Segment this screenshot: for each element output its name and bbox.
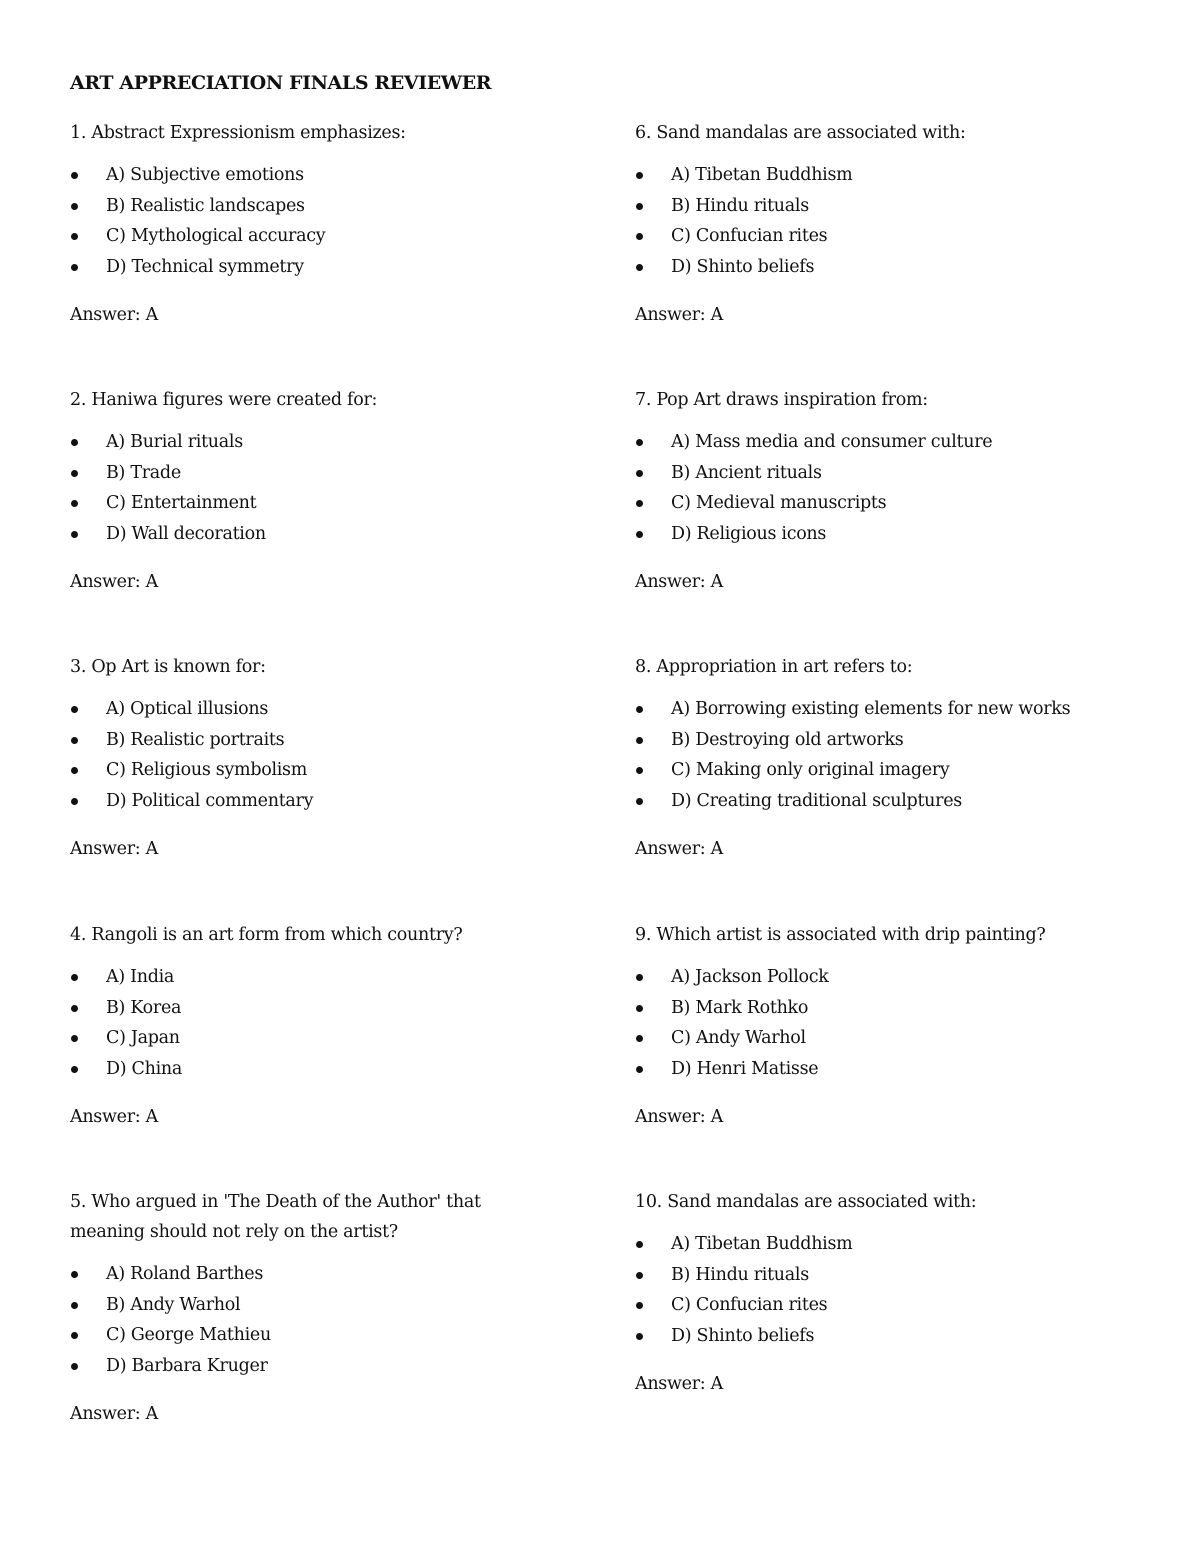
option-item xyxy=(635,962,1115,993)
answer-text: Answer: A xyxy=(70,572,158,592)
question-text: 5. Who argued in 'The Death of the Author' that meaning should not rely on the artist? xyxy=(70,1192,481,1242)
answer-text: Answer: A xyxy=(70,305,158,325)
option-text: A) Mass media and consumer culture xyxy=(671,432,993,452)
option-text: D) Wall decoration xyxy=(106,523,266,544)
option-item xyxy=(70,755,550,786)
option-item xyxy=(70,1023,550,1054)
option-text: A) Burial rituals xyxy=(106,432,243,452)
answer-text: Answer: A xyxy=(635,1374,723,1394)
option-text: D) China xyxy=(106,1058,182,1079)
question-text: 1. Abstract Expressionism emphasizes: xyxy=(70,123,406,143)
question-block xyxy=(70,920,550,1132)
bullet-icon xyxy=(636,203,643,210)
bullet-icon xyxy=(636,706,643,713)
answer-text: Answer: A xyxy=(70,839,158,859)
option-item xyxy=(635,1023,1115,1054)
bullet-icon xyxy=(636,531,643,538)
question-text: 6. Sand mandalas are associated with: xyxy=(635,123,966,143)
option-item xyxy=(70,962,550,993)
question-text: 7. Pop Art draws inspiration from: xyxy=(635,390,928,410)
bullet-icon xyxy=(71,233,78,240)
bullet-icon xyxy=(636,172,643,179)
option-item xyxy=(635,993,1115,1024)
option-item xyxy=(70,427,550,458)
bullet-icon xyxy=(71,531,78,538)
option-item xyxy=(70,1259,550,1290)
option-text: A) Roland Barthes xyxy=(106,1264,264,1284)
option-item xyxy=(635,1229,1115,1260)
option-item xyxy=(635,191,1115,222)
bullet-icon xyxy=(71,264,78,271)
bullet-icon xyxy=(71,1005,78,1012)
option-text: B) Hindu rituals xyxy=(671,1264,809,1285)
option-item xyxy=(70,221,550,252)
option-text: D) Religious icons xyxy=(671,523,827,544)
answer-text: Answer: A xyxy=(635,305,723,325)
bullet-icon xyxy=(71,737,78,744)
option-item xyxy=(635,427,1115,458)
bullet-icon xyxy=(636,1066,643,1073)
bullet-icon xyxy=(636,470,643,477)
bullet-icon xyxy=(71,172,78,179)
option-text: B) Trade xyxy=(106,462,181,483)
option-text: D) Shinto beliefs xyxy=(671,256,815,277)
answer-text: Answer: A xyxy=(635,839,723,859)
question-text: 10. Sand mandalas are associated with: xyxy=(635,1192,977,1212)
bullet-icon xyxy=(71,706,78,713)
bullet-icon xyxy=(71,470,78,477)
option-text: B) Mark Rothko xyxy=(671,997,809,1018)
question-block xyxy=(635,920,1115,1132)
option-item xyxy=(70,1054,550,1085)
option-item xyxy=(635,1260,1115,1291)
option-item xyxy=(635,458,1115,489)
bullet-icon xyxy=(636,1241,643,1248)
option-list xyxy=(635,962,1115,1084)
page-title: ART APPRECIATION FINALS REVIEWER xyxy=(70,72,492,94)
question-block xyxy=(70,652,550,864)
option-text: C) Medieval manuscripts xyxy=(671,493,887,513)
option-item xyxy=(70,1320,550,1351)
option-list xyxy=(635,427,1115,549)
option-item xyxy=(635,488,1115,519)
option-text: C) Confucian rites xyxy=(671,1295,828,1315)
option-text: B) Korea xyxy=(106,997,182,1018)
option-text: D) Political commentary xyxy=(106,790,314,811)
option-text: D) Barbara Kruger xyxy=(106,1355,268,1376)
option-list xyxy=(635,160,1115,282)
question-text: 4. Rangoli is an art form from which country? xyxy=(70,925,463,945)
question-block xyxy=(635,652,1115,864)
bullet-icon xyxy=(71,1302,78,1309)
option-text: B) Andy Warhol xyxy=(106,1294,241,1315)
bullet-icon xyxy=(71,1332,78,1339)
option-text: B) Hindu rituals xyxy=(671,195,809,216)
option-text: A) Subjective emotions xyxy=(106,165,304,185)
option-text: C) Entertainment xyxy=(106,493,257,513)
option-text: D) Creating traditional sculptures xyxy=(671,790,962,811)
bullet-icon xyxy=(71,203,78,210)
option-list xyxy=(635,1229,1115,1351)
question-block xyxy=(635,118,1115,330)
bullet-icon xyxy=(636,737,643,744)
bullet-icon xyxy=(71,1271,78,1278)
option-item xyxy=(635,755,1115,786)
bullet-icon xyxy=(636,974,643,981)
option-text: C) Making only original imagery xyxy=(671,760,950,780)
option-item xyxy=(635,252,1115,283)
bullet-icon xyxy=(636,1005,643,1012)
bullet-icon xyxy=(71,974,78,981)
answer-text: Answer: A xyxy=(635,1107,723,1127)
option-item xyxy=(635,1054,1115,1085)
option-text: A) Tibetan Buddhism xyxy=(671,1234,853,1254)
option-item xyxy=(70,1290,550,1321)
bullet-icon xyxy=(636,1302,643,1309)
option-text: A) India xyxy=(106,967,175,987)
option-text: C) Japan xyxy=(106,1028,180,1048)
answer-text: Answer: A xyxy=(70,1404,158,1424)
option-item xyxy=(70,458,550,489)
question-block xyxy=(70,1187,550,1429)
option-item xyxy=(635,1290,1115,1321)
question-text: 2. Haniwa figures were created for: xyxy=(70,390,378,410)
option-item xyxy=(635,160,1115,191)
option-item xyxy=(70,488,550,519)
bullet-icon xyxy=(636,798,643,805)
bullet-icon xyxy=(71,1363,78,1370)
option-text: B) Ancient rituals xyxy=(671,462,822,483)
option-item xyxy=(70,519,550,550)
bullet-icon xyxy=(636,233,643,240)
bullet-icon xyxy=(71,439,78,446)
question-text: 9. Which artist is associated with drip painting? xyxy=(635,925,1046,945)
bullet-icon xyxy=(71,1035,78,1042)
option-item xyxy=(70,160,550,191)
option-text: D) Shinto beliefs xyxy=(671,1325,815,1346)
option-text: D) Technical symmetry xyxy=(106,256,304,277)
option-item xyxy=(70,191,550,222)
option-item xyxy=(635,725,1115,756)
question-block xyxy=(70,385,550,597)
question-block xyxy=(635,1187,1115,1399)
option-list xyxy=(70,427,550,549)
question-block xyxy=(635,385,1115,597)
option-text: A) Borrowing existing elements for new works xyxy=(671,699,1071,719)
option-item xyxy=(70,694,550,725)
option-item xyxy=(70,725,550,756)
answer-text: Answer: A xyxy=(70,1107,158,1127)
option-text: D) Henri Matisse xyxy=(671,1058,819,1079)
option-item xyxy=(70,252,550,283)
bullet-icon xyxy=(71,500,78,507)
option-item xyxy=(635,1321,1115,1352)
bullet-icon xyxy=(71,798,78,805)
bullet-icon xyxy=(71,1066,78,1073)
bullet-icon xyxy=(71,767,78,774)
option-item xyxy=(70,786,550,817)
bullet-icon xyxy=(636,264,643,271)
bullet-icon xyxy=(636,1333,643,1340)
option-text: B) Realistic landscapes xyxy=(106,195,305,216)
option-item xyxy=(70,1351,550,1382)
option-item xyxy=(635,519,1115,550)
option-text: A) Jackson Pollock xyxy=(671,967,829,987)
question-block xyxy=(70,118,550,330)
option-item xyxy=(70,993,550,1024)
option-text: B) Realistic portraits xyxy=(106,729,285,750)
option-text: B) Destroying old artworks xyxy=(671,729,904,750)
bullet-icon xyxy=(636,1272,643,1279)
option-text: C) Mythological accuracy xyxy=(106,226,326,246)
bullet-icon xyxy=(636,1035,643,1042)
option-item xyxy=(635,221,1115,252)
option-text: C) Religious symbolism xyxy=(106,760,308,780)
option-list xyxy=(70,1259,550,1381)
bullet-icon xyxy=(636,500,643,507)
option-list xyxy=(70,160,550,282)
question-text: 3. Op Art is known for: xyxy=(70,657,266,677)
answer-text: Answer: A xyxy=(635,572,723,592)
option-text: C) Confucian rites xyxy=(671,226,828,246)
option-list xyxy=(70,694,550,816)
option-text: C) George Mathieu xyxy=(106,1325,271,1345)
option-text: C) Andy Warhol xyxy=(671,1028,806,1048)
option-text: A) Tibetan Buddhism xyxy=(671,165,853,185)
option-list xyxy=(70,962,550,1084)
option-list xyxy=(635,694,1115,816)
option-text: A) Optical illusions xyxy=(106,699,269,719)
question-text: 8. Appropriation in art refers to: xyxy=(635,657,913,677)
bullet-icon xyxy=(636,767,643,774)
option-item xyxy=(635,786,1115,817)
bullet-icon xyxy=(636,439,643,446)
option-item xyxy=(635,694,1115,725)
